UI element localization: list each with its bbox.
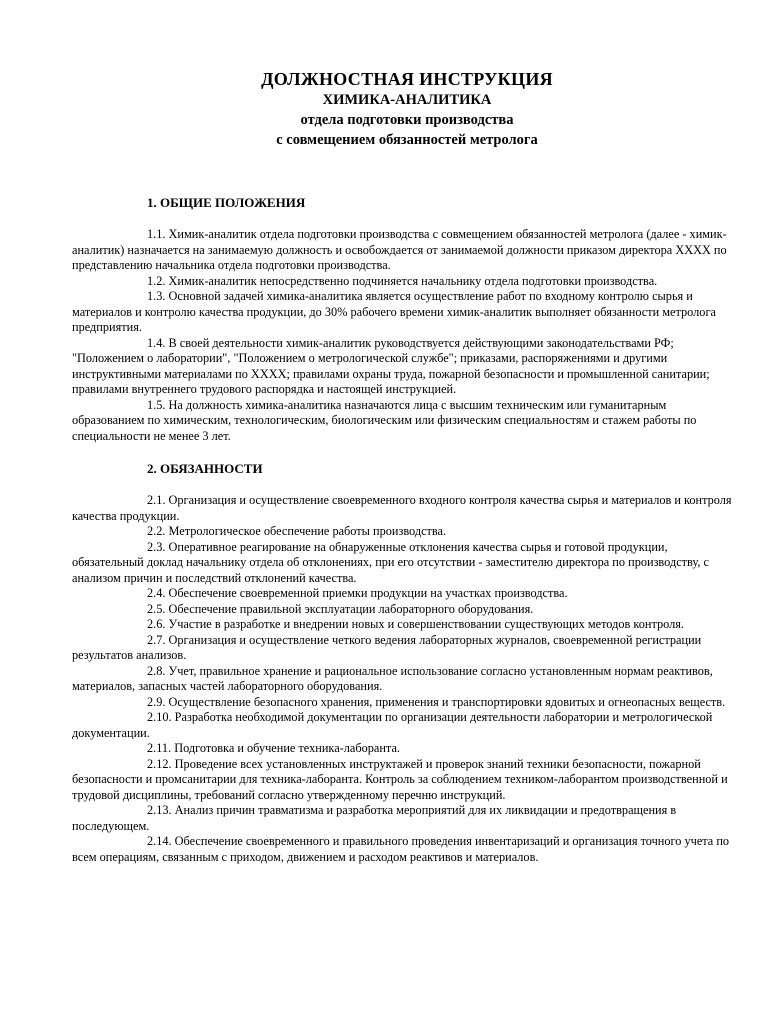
document-title-block (82, 68, 732, 150)
paragraph-2-11: 2.11. Подготовка и обучение техника-лаборанта. (147, 741, 400, 755)
section-heading-general: 1. ОБЩИЕ ПОЛОЖЕНИЯ (147, 195, 306, 210)
document-page (72, 68, 732, 865)
paragraph-2-10: 2.10. Разработка необходимой документации по организации деятельности лаборатории и метрологической документации. (72, 710, 713, 740)
document-subtitle-department: отдела подготовки производства (300, 112, 514, 128)
paragraph-2-7: 2.7. Организация и осуществление четкого ведения лабораторных журналов, своевременной регистрации результатов анализов. (72, 632, 702, 662)
paragraph-1-4: 1.4. В своей деятельности химик-аналитик руководствуется действующими законодательствами РФ; "Положением о лаборатории", "Положением о метрологической службе"; приказами, распоряжениями и другими инструктивными материалами по ХХХХ; правилами охраны труда, пожарной безопасности и промышленной санитарии; правилами внутреннего трудового распорядка и настоящей инструкцией. (72, 335, 710, 396)
paragraph-2-4: 2.4. Обеспечение своевременной приемки продукции на участках производства. (147, 586, 568, 600)
paragraph-2-2: 2.2. Метрологическое обеспечение работы производства. (147, 524, 447, 538)
section-body-duties (72, 493, 732, 865)
document-subtitle-position: ХИМИКА-АНАЛИТИКА (322, 92, 492, 108)
paragraph-2-12: 2.12. Проведение всех установленных инструктажей и проверок знаний техники безопасности, пожарной безопасности и промсанитарии для техника-лаборанта. Контроль за соблюдением техником-лаборантом производственной и трудовой дисциплины, требований согласно утвержденному перечню инструкций. (72, 756, 728, 802)
paragraph-2-3: 2.3. Оперативное реагирование на обнаруженные отклонения качества сырья и готовой продукции, обязательный доклад начальнику отдела об отклонениях, при его отсутствии - заместителю директора по производству, с анализом причин и последствий отклонений качества. (72, 539, 709, 585)
paragraph-2-9: 2.9. Осуществление безопасного хранения, применения и транспортировки ядовитых и огнеопасных веществ. (147, 694, 726, 709)
paragraph-2-5: 2.5. Обеспечение правильной эксплуатации лабораторного оборудования. (147, 601, 534, 616)
document-subtitle-combined-duties: с совмещением обязанностей метролога (276, 132, 538, 148)
paragraph-2-1: 2.1. Организация и осуществление своевременного входного контроля качества сырья и материалов и контроля качества продукции. (72, 493, 732, 523)
paragraph-2-6: 2.6. Участие в разработке и внедрении новых и совершенствовании существующих методов контроля. (147, 617, 684, 631)
paragraph-1-2: 1.2. Химик-аналитик непосредственно подчиняется начальнику отдела подготовки производства. (147, 273, 658, 288)
section-body-general (72, 227, 732, 444)
paragraph-1-1: 1.1. Химик-аналитик отдела подготовки производства с совмещением обязанностей метролога (далее - химик-аналитик) назначается на занимаемую должность и освобождается от занимаемой должности приказом директора ХХХХ по представлению начальника отдела подготовки производства. (72, 227, 727, 272)
paragraph-2-14: 2.14. Обеспечение своевременного и правильного проведения инвентаризаций и организация точного учета по всем операциям, связанным с приходом, движением и расходом реактивов и материалов. (72, 834, 730, 864)
paragraph-2-13: 2.13. Анализ причин травматизма и разработка мероприятий для их ликвидации и предотвращения в последующем. (72, 803, 677, 833)
paragraph-2-8: 2.8. Учет, правильное хранение и рациональное использование согласно установленным нормам реактивов, материалов, запасных частей лабораторного оборудования. (72, 663, 713, 693)
document-title: ДОЛЖНОСТНАЯ ИНСТРУКЦИЯ (261, 69, 553, 89)
section-heading-duties: 2. ОБЯЗАННОСТИ (147, 461, 263, 476)
paragraph-1-5: 1.5. На должность химика-аналитика назначаются лица с высшим техническим или гуманитарным образованием по химическим, технологическим, биологическим или физическим специальностям и стажем работы по специальности не менее 3 лет. (72, 397, 697, 443)
paragraph-1-3: 1.3. Основной задачей химика-аналитика является осуществление работ по входному контролю сырья и материалов и контролю качества продукции, до 30% рабочего времени химик-аналитик выполняет обязанности метролога предприятия. (72, 289, 716, 334)
